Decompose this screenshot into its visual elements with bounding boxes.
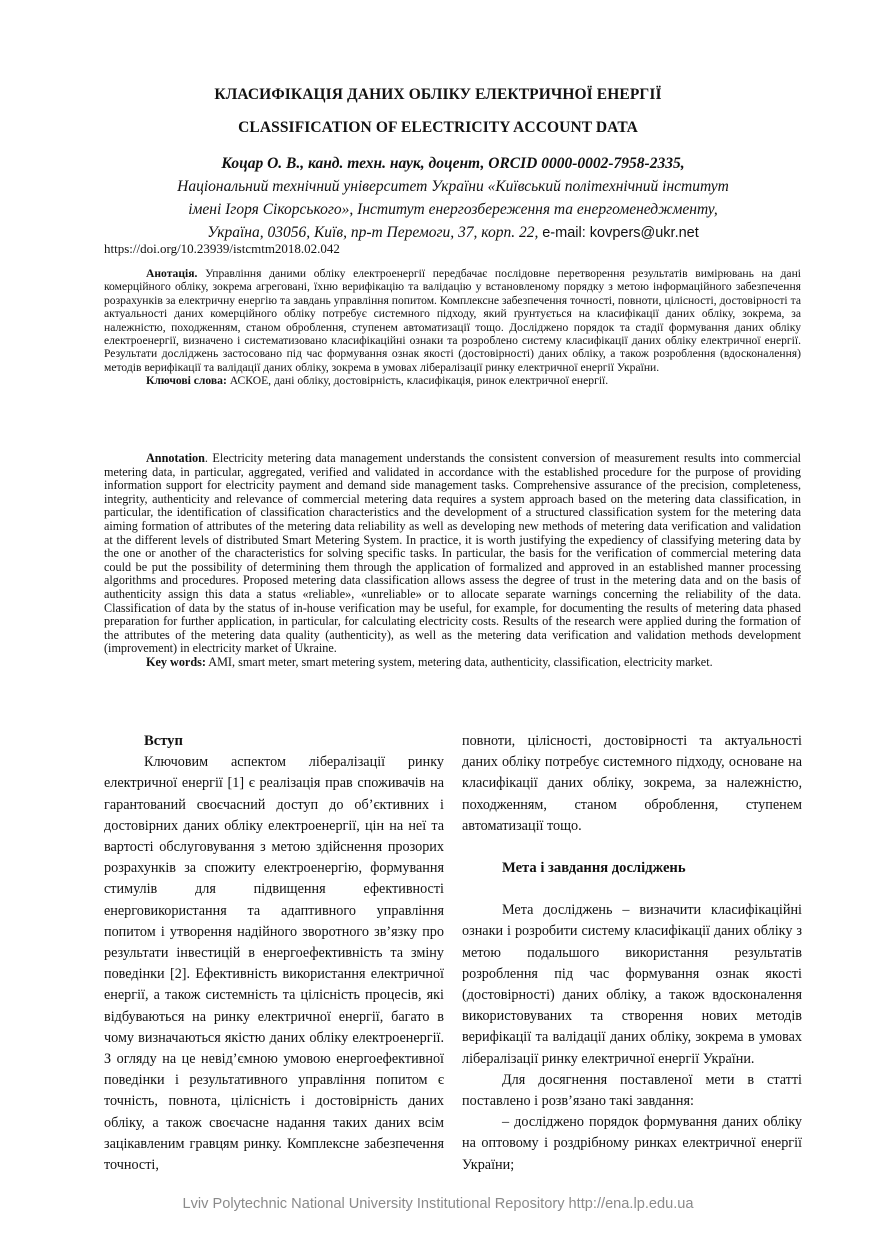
abstract-ukrainian — [104, 267, 801, 388]
section-heading-intro: Вступ — [144, 733, 183, 749]
section-heading-goal: Мета і завдання досліджень — [502, 860, 686, 877]
goal-paragraph-1: Мета досліджень – визначити класифікаційні ознаки і розробити систему класифікації даних обліку з метою подальшого використання результатів розроблення під час формування ознак якості (достовірності) даних обліку, а також вдосконалення використовуваних та створення нових методів верифікації та валідації даних обліку, зокрема в умовах лібералізації ринку електричної енергії України. — [462, 902, 802, 1067]
left-column — [104, 731, 444, 1176]
repository-footer: Lviv Polytechnic National University Institutional Repository http://ena.lp.edu.ua — [182, 1196, 694, 1212]
author-affiliation — [60, 152, 846, 245]
intro-paragraph: Ключовим аспектом лібералізації ринку електричної енергії [1] є реалізація прав споживачів на гарантований своєчасний доступ до об’єктивних і достовірних даних обліку електроенергії, цін на неї та вартості обслуговування з метою здійснення прозорих розрахунків за спожиту електроенергію, формування стимулів для підвищення ефективності енерговикористання та адаптивного управління попитом і утворення надійного зворотного зв’язку про результати інвестицій в енергоефективність та зміну поведінки [2]. Ефективність використання електричної енергії, а також системність та цілісність процесів, які відбуваються на ринку електричної енергії, багато в чому визначаються якістю даних обліку електроенергії. З огляду на це невід’ємною умовою енергоефективної поведінки і результативного управління попитом є точність, повнота, цілісність і достовірність даних обліку, а також своєчасне надання таких даних всім зацікавленим гравцям ринку. Комплексне забезпечення точності, — [104, 754, 444, 1174]
address-text: Україна, 03056, Київ, пр-т Перемоги, 37, корп. 22, — [207, 224, 539, 241]
abstract-en-label: Annotation — [146, 451, 205, 465]
keywords-ua-label: Ключові слова: — [146, 374, 227, 388]
title-english: CLASSIFICATION OF ELECTRICITY ACCOUNT DATA — [238, 119, 638, 136]
keywords-en-text: AMI, smart meter, smart metering system, metering data, authenticity, classification, electricity market. — [208, 654, 713, 669]
abstract-english — [104, 452, 801, 670]
title-ukrainian: КЛАСИФІКАЦІЯ ДАНИХ ОБЛІКУ ЕЛЕКТРИЧНОЇ ЕНЕРГІЇ — [214, 86, 662, 103]
goal-paragraph-3: – досліджено порядок формування даних обліку на оптовому і роздрібному ринках електричної енергії України; — [462, 1114, 802, 1173]
goal-paragraph-2: Для досягнення поставленої мети в статті поставлено і розв’язано такі завдання: — [462, 1071, 802, 1110]
email-text: e-mail: kovpers@ukr.net — [542, 225, 699, 241]
abstract-en-text: . Electricity metering data management understands the consistent conversion of measurement results into commercial metering data, in particular, aggregated, verified and validated in accordance with the established procedure for the purpose of providing information support for electricity payment and demand side management tasks. Comprehensive assurance of the precision, completeness, integrity, authenticity and relevance of commercial metering data requires a system approach based on the metering data classification, in particular, the identification of classification characteristics and the development of a structured classification system for the metering data aiming formation of attributes of the metering data reliability as well as developing new methods of metering data verification and validation at the different levels of distributed Smart Metering System. In practice, it is worth justifying the expediency of classifying metering data by the one or another of the characteristics for solving specific tasks. In particular, the basis for the verification of commercial metering data could be put the possibility of determining them through the application of formalized and approved in an established manner processing algorithms and procedures. Proposed metering data classification allows assess the degree of trust in the metering data and on the basis of authenticity assign this data a status «reliable», «unreliable» or to allocate separate warnings concerning the reliability of the data. Classification of data by the status of in-house verification may be useful, for example, for documenting the results of metering data phased preparation for further application, in particular, for calculating electricity costs. Results of the research were applied during the formation of the attributes of the metering data quality (authenticity), as well as the metering data verification and validation methods development (improvement) in electricity market of Ukraine. — [104, 451, 801, 656]
affiliation-line-2: імені Ігоря Сікорського», Інститут енергозбереження та енергоменеджменту, — [188, 201, 718, 218]
keywords-ua-text: АСКОЕ, дані обліку, достовірність, класифікація, ринок електричної енергії. — [229, 374, 609, 388]
keywords-en-label: Key words: — [146, 654, 206, 669]
abstract-ua-label: Анотація. — [146, 267, 198, 280]
author-line: Коцар О. В., канд. техн. наук, доцент, ORCID 0000-0002-7958-2335, — [221, 155, 685, 172]
abstract-ua-text: Управління даними обліку електроенергії передбачає послідовне перетворення результатів вимірювань на дані комерційного обліку, зокрема агреговані, їхню верифікацію та валідацію у встановленому порядку з метою інформаційного забезпечення розрахунків за електричну енергію та завдань управління попитом. Комплексне забезпечення точності, повноти, цілісності, достовірності та актуальності даних комерційного обліку потребує системного підходу, який ґрунтується на класифікації даних обліку, зокрема, за належністю, походженням, станом оброблення, ступенем автоматизації тощо. Досліджено порядок та стадії формування даних обліку електроенергії, визначено і систематизовано класифікаційні ознаки та розроблено систему класифікації даних обліку електричної енергії. Результати досліджень застосовано під час формування ознак якості (достовірності) даних обліку, а також розроблення (вдосконалення) методів верифікації та валідації даних обліку, зокрема в умовах лібералізації ринку електричної енергії України. — [104, 267, 801, 374]
affiliation-line-1: Національний технічний університет України «Київський політехнічний інститут — [177, 178, 729, 195]
right-column — [462, 731, 802, 1176]
continuation-paragraph: повноти, цілісності, достовірності та актуальності даних обліку потребує системного підходу, основане на класифікації даних обліку, зокрема, за належністю, походженням, станом оброблення, ступенем автоматизації тощо. — [462, 733, 802, 834]
doi-link[interactable]: https://doi.org/10.23939/istcmtm2018.02.042 — [104, 241, 340, 256]
